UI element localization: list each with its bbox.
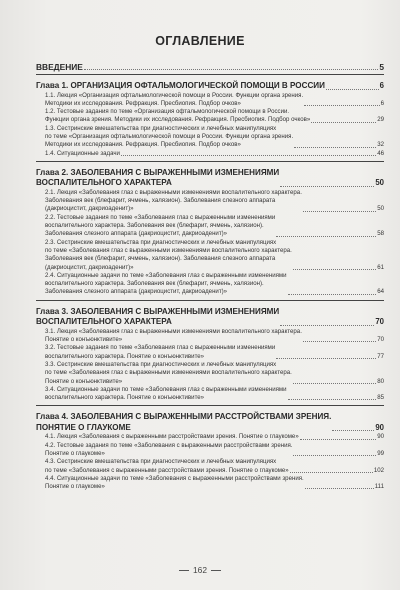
- chapter-page: 90: [375, 422, 384, 432]
- dot-leader: [294, 147, 376, 148]
- section-page: 99: [377, 450, 384, 457]
- dot-leader: [288, 399, 377, 400]
- section-title: 2.3. Сестринские вмешательства при диагностических и лечебных манипуляциях по теме «Заболевания глаз с выраженными изменениями воспалительного характера. Заболевания век (блефарит, ячмень, халязион). Заболевания слезного аппарата (дакриоцистит, дакриоаденит)»: [45, 238, 292, 271]
- section-title: 4.1. Лекция «Заболевания с выраженными расстройствами зрения. Понятие о глаукоме»: [45, 433, 299, 441]
- section-title: 3.2. Тестовые задания по теме «Заболевания глаз с выраженными изменениями воспалительного характера. Понятие о конъюнктивите»: [45, 344, 276, 360]
- chapter-heading: Глава 3. ЗАБОЛЕВАНИЯ С ВЫРАЖЕННЫМИ ИЗМЕНЕНИЯМИ ВОСПАЛИТЕЛЬНОГО ХАРАКТЕРА: [36, 306, 280, 327]
- section-page: 85: [377, 394, 384, 402]
- toc-section-entry: [36, 239, 384, 272]
- dot-leader: [311, 122, 376, 123]
- section-page: 32: [377, 141, 384, 149]
- section-title: 4.4. Ситуационные задачи по теме «Заболевания с выраженными расстройствами зрения. Понятие о глаукоме»: [45, 474, 304, 491]
- dot-leader: [300, 439, 377, 440]
- divider: [36, 405, 384, 406]
- toc-section-entry: [36, 458, 384, 475]
- toc-chapter-3: [36, 307, 384, 407]
- toc-intro-entry: [36, 60, 384, 72]
- toc-chapter-2: [36, 168, 384, 301]
- section-page: 70: [377, 336, 384, 344]
- chapter-heading-entry: [36, 81, 384, 92]
- chapter-heading: Глава 1. ОРГАНИЗАЦИЯ ОФТАЛЬМОЛОГИЧЕСКОЙ ПОМОЩИ В РОССИИ: [36, 81, 325, 90]
- chapter-page: 70: [375, 317, 384, 327]
- toc-section-entry: [36, 433, 384, 441]
- toc-section-entry: [36, 108, 384, 125]
- section-page: 6: [380, 99, 384, 107]
- section-page: 61: [377, 263, 384, 271]
- dot-leader: [293, 383, 376, 384]
- toc-chapter-4: [36, 412, 384, 491]
- dot-leader: [280, 325, 374, 326]
- dot-leader: [288, 294, 377, 295]
- chapter-page: 50: [375, 178, 384, 188]
- chapter-heading-entry: [36, 307, 384, 328]
- dot-leader: [276, 236, 376, 237]
- footer-rule-left: [179, 570, 189, 571]
- section-title: 3.3. Сестринские вмешательства при диагностических и лечебных манипуляциях по теме «Заболевания глаз с выраженными изменениями воспалительного характера. Понятие о конъюнктивите»: [45, 360, 292, 385]
- toc-section-entry: [36, 475, 384, 492]
- dot-leader: [305, 488, 374, 489]
- dot-leader: [326, 89, 379, 90]
- toc-intro-page: 5: [379, 62, 384, 72]
- toc-section-entry: [36, 92, 384, 109]
- section-title: 1.4. Ситуационные задачи: [45, 149, 120, 157]
- dot-leader: [121, 155, 376, 156]
- toc-section-entry: [36, 272, 384, 297]
- section-title: 1.1. Лекция «Организация офтальмологической помощи в России. Функции органа зрения. Методики их исследования. Рефракция. Пресбиопия. Подбор очков»: [45, 91, 304, 107]
- section-page: 29: [377, 116, 384, 124]
- section-title: 2.1. Лекция «Заболевания глаз с выраженными изменениями воспалительного характера. Заболевания век (блефарит, ячмень, халязион). Заболевания слезного аппарата (дакриоцистит, дакриоаденит)»: [45, 188, 302, 213]
- chapter-heading: Глава 4. ЗАБОЛЕВАНИЯ С ВЫРАЖЕННЫМИ РАССТРОЙСТВАМИ ЗРЕНИЯ. ПОНЯТИЕ О ГЛАУКОМЕ: [36, 412, 332, 432]
- section-page: 64: [377, 288, 384, 296]
- section-title: 4.3. Сестринские вмешательства при диагностических и лечебных манипуляциях по теме «Заболевания с выраженными расстройствами зрения. Понятие о глаукоме»: [45, 458, 289, 474]
- section-title: 1.2. Тестовые задания по теме «Организация офтальмологической помощи в России. Функции органа зрения. Методики их исследования. Рефракция. Пресбиопия. Подбор очков»: [45, 108, 311, 124]
- divider: [36, 300, 384, 301]
- section-page: 77: [377, 352, 384, 360]
- dot-leader: [303, 341, 376, 342]
- dot-leader: [293, 269, 376, 270]
- section-page: 80: [377, 377, 384, 385]
- toc-section-entry: [36, 386, 384, 403]
- dot-leader: [293, 455, 376, 456]
- section-page: 90: [377, 433, 384, 441]
- page-number: 162: [193, 565, 207, 575]
- dot-leader: [290, 472, 373, 473]
- section-page: 58: [377, 230, 384, 238]
- dot-leader: [304, 105, 379, 106]
- toc-chapter-1: [36, 81, 384, 162]
- table-of-contents: [36, 60, 384, 491]
- section-title: 2.2. Тестовые задания по теме «Заболевания глаз с выраженными изменениями воспалительного характера. Заболевания век (блефарит, ячмень, халязион). Заболевания слезного аппарата (дакриоцистит, дакриоаденит)»: [45, 213, 276, 238]
- chapter-page: 6: [379, 81, 384, 90]
- dot-leader: [84, 69, 378, 70]
- toc-section-entry: [36, 442, 384, 459]
- section-page: 111: [374, 483, 384, 491]
- section-page: 102: [373, 466, 384, 474]
- toc-section-entry: [36, 189, 384, 214]
- section-title: 1.3. Сестринские вмешательства при диагностических и лечебных манипуляциях по теме «Организация офтальмологической помощи в России. Функции органа зрения. Методики их исследования. Рефракция. Пресбиопия. Подбор очков»: [45, 124, 294, 149]
- section-title: 3.4. Ситуационные задачи по теме «Заболевания глаз с выраженными изменениями воспалительного характера. Понятие о конъюнктивите»: [45, 385, 287, 402]
- chapter-heading-entry: [36, 412, 384, 433]
- dot-leader: [276, 358, 376, 359]
- chapter-heading-entry: [36, 168, 384, 189]
- dot-leader: [303, 211, 376, 212]
- section-page: 50: [377, 205, 384, 213]
- toc-section-entry: [36, 344, 384, 361]
- section-title: 4.2. Тестовые задания по теме «Заболевания с выраженными расстройствами зрения. Понятие о глаукоме»: [45, 441, 293, 457]
- divider: [36, 74, 384, 75]
- toc-section-entry: [36, 150, 384, 158]
- section-title: 3.1. Лекция «Заболевания глаз с выраженными изменениями воспалительного характера. Понятие о конъюнктивите»: [45, 327, 302, 344]
- dot-leader: [332, 430, 374, 431]
- toc-section-entry: [36, 361, 384, 386]
- dot-leader: [280, 186, 374, 187]
- page-number-footer: [0, 565, 400, 575]
- page-title: ОГЛАВЛЕНИЕ: [155, 34, 245, 48]
- toc-chapters: [36, 81, 384, 491]
- divider: [36, 161, 384, 162]
- chapter-heading: Глава 2. ЗАБОЛЕВАНИЯ С ВЫРАЖЕННЫМИ ИЗМЕНЕНИЯМИ ВОСПАЛИТЕЛЬНОГО ХАРАКТЕРА: [36, 167, 280, 188]
- toc-section-entry: [36, 214, 384, 239]
- toc-section-entry: [36, 328, 384, 345]
- section-page: 46: [377, 149, 384, 157]
- toc-section-entry: [36, 125, 384, 150]
- footer-rule-right: [211, 570, 221, 571]
- section-title: 2.4. Ситуационные задачи по теме «Заболевания глаз с выраженными изменениями воспалительного характера. Заболевания век (блефарит, ячмень, халязион). Заболевания слезного аппарата (дакриоцистит, дакриоаденит)»: [45, 271, 287, 296]
- toc-intro-label: ВВЕДЕНИЕ: [36, 62, 83, 72]
